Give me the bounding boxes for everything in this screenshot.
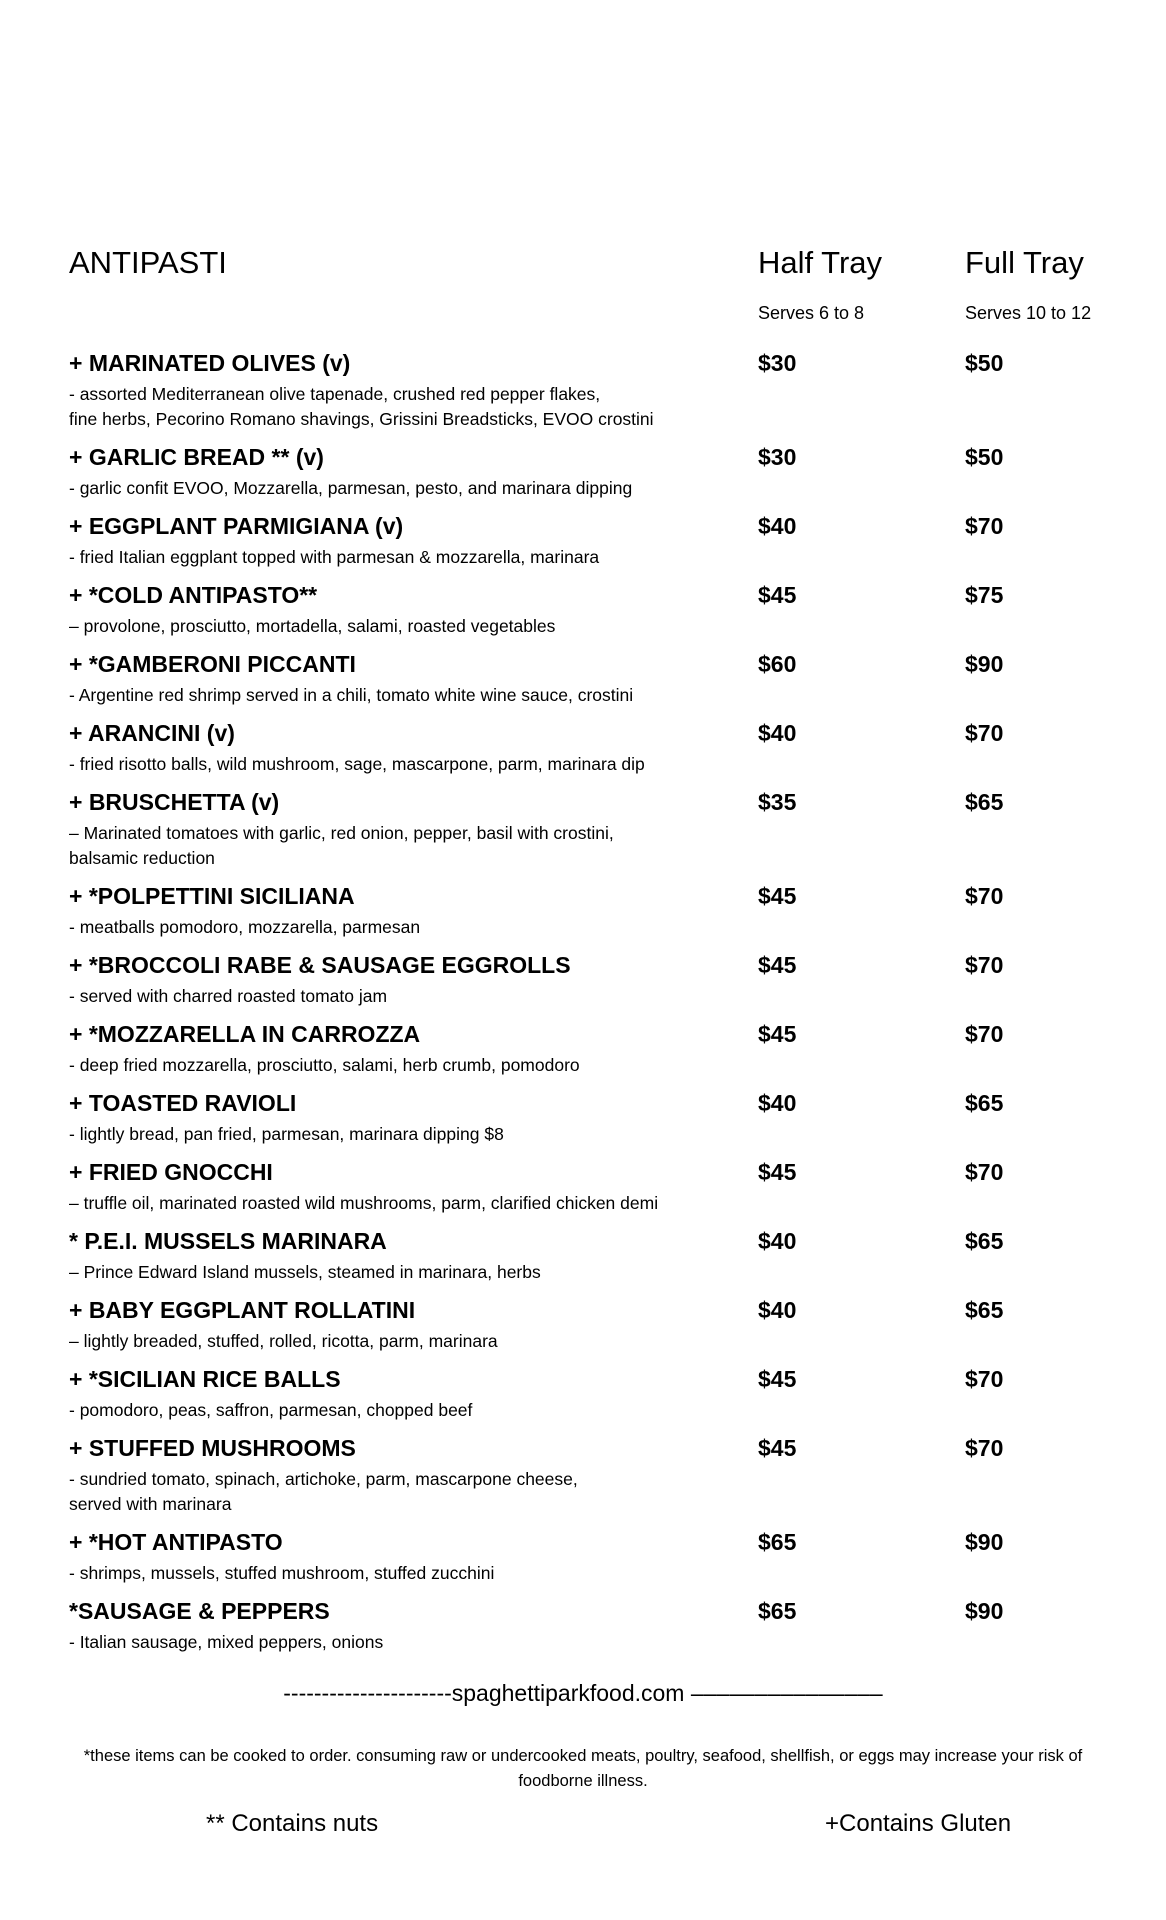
full-tray-price: $70 <box>965 1159 1004 1185</box>
menu-item-description: - fried risotto balls, wild mushroom, sage, mascarpone, parm, marinara dip <box>69 754 645 774</box>
menu-item-row <box>69 346 1129 382</box>
half-tray-price: $30 <box>758 350 797 376</box>
full-tray-price: $70 <box>965 952 1004 978</box>
full-tray-price: $65 <box>965 1297 1004 1323</box>
menu-item-name: + *GAMBERONI PICCANTI <box>69 651 356 677</box>
full-tray-price: $50 <box>965 444 1004 470</box>
menu-item-row <box>69 1362 1129 1398</box>
half-tray-price: $40 <box>758 720 797 746</box>
menu-item <box>69 647 1129 708</box>
menu-item-description: - pomodoro, peas, saffron, parmesan, chopped beef <box>69 1400 473 1420</box>
menu-item <box>69 1224 1129 1285</box>
website-line: ----------------------spaghettiparkfood.com ––––––––––––––– <box>283 1680 883 1706</box>
half-tray-price: $65 <box>758 1598 797 1624</box>
full-tray-price: $50 <box>965 350 1004 376</box>
menu-item <box>69 1362 1129 1423</box>
menu-item-row <box>69 1017 1129 1053</box>
full-tray-price: $90 <box>965 1529 1004 1555</box>
full-tray-price: $65 <box>965 1228 1004 1254</box>
menu-item-description: - Argentine red shrimp served in a chili, tomato white wine sauce, crostini <box>69 685 634 705</box>
half-tray-price: $35 <box>758 789 797 815</box>
menu-item-name: + STUFFED MUSHROOMS <box>69 1435 356 1461</box>
menu-item <box>69 578 1129 639</box>
menu-item-name: *SAUSAGE & PEPPERS <box>69 1598 330 1624</box>
menu-item-description: - shrimps, mussels, stuffed mushroom, stuffed zucchini <box>69 1563 495 1583</box>
menu-item-name: + BRUSCHETTA (v) <box>69 789 280 815</box>
menu-item-description: – Prince Edward Island mussels, steamed in marinara, herbs <box>69 1262 541 1282</box>
menu-item <box>69 1293 1129 1354</box>
menu-item-row <box>69 1155 1129 1191</box>
half-tray-price: $40 <box>758 513 797 539</box>
full-tray-price: $70 <box>965 1021 1004 1047</box>
menu-item-description: - deep fried mozzarella, prosciutto, salami, herb crumb, pomodoro <box>69 1055 580 1075</box>
half-tray-header: Half Tray <box>758 245 883 280</box>
menu-item-row <box>69 879 1129 915</box>
half-tray-price: $40 <box>758 1297 797 1323</box>
menu-item-name: + FRIED GNOCCHI <box>69 1159 273 1185</box>
menu-item <box>69 1431 1129 1517</box>
half-tray-price: $65 <box>758 1529 797 1555</box>
full-tray-price: $70 <box>965 1435 1004 1461</box>
menu-item-name: + *MOZZARELLA IN CARROZZA <box>69 1021 421 1047</box>
menu-item-row <box>69 647 1129 683</box>
menu-item-row <box>69 440 1129 476</box>
menu-item <box>69 346 1129 432</box>
menu-item-name: + *POLPETTINI SICILIANA <box>69 883 355 909</box>
menu-item-name: + EGGPLANT PARMIGIANA (v) <box>69 513 404 539</box>
menu-item-description: – Marinated tomatoes with garlic, red onion, pepper, basil with crostini, balsamic reduction <box>69 823 614 868</box>
menu-item-row <box>69 509 1129 545</box>
half-tray-price: $45 <box>758 883 797 909</box>
full-tray-price: $90 <box>965 1598 1004 1624</box>
menu-item-name: + *SICILIAN RICE BALLS <box>69 1366 341 1392</box>
menu-item <box>69 1155 1129 1216</box>
menu-item <box>69 1594 1129 1655</box>
menu-item-name: * P.E.I. MUSSELS MARINARA <box>69 1228 387 1254</box>
menu-item-description: - garlic confit EVOO, Mozzarella, parmesan, pesto, and marinara dipping <box>69 478 633 498</box>
full-tray-price: $70 <box>965 720 1004 746</box>
menu-item <box>69 716 1129 777</box>
menu-item-row <box>69 1431 1129 1467</box>
menu-item-name: + GARLIC BREAD ** (v) <box>69 444 324 470</box>
section-title: ANTIPASTI <box>69 245 227 280</box>
menu-item <box>69 879 1129 940</box>
full-tray-price: $90 <box>965 651 1004 677</box>
foodborne-disclaimer: *these items can be cooked to order. consuming raw or undercooked meats, poultry, seafood, shellfish, or eggs may increase your risk of foodborne illness. <box>83 1747 1083 1790</box>
menu-item-name: + MARINATED OLIVES (v) <box>69 350 351 376</box>
full-tray-price: $75 <box>965 582 1004 608</box>
half-tray-price: $60 <box>758 651 797 677</box>
menu-item-row <box>69 1086 1129 1122</box>
menu-item-name: + *COLD ANTIPASTO** <box>69 582 318 608</box>
half-tray-price: $45 <box>758 1159 797 1185</box>
menu-item-description: – truffle oil, marinated roasted wild mushrooms, parm, clarified chicken demi <box>69 1193 659 1213</box>
menu-item-description: – provolone, prosciutto, mortadella, salami, roasted vegetables <box>69 616 556 636</box>
full-tray-price: $70 <box>965 883 1004 909</box>
half-tray-price: $45 <box>758 952 797 978</box>
menu-item-name: + *BROCCOLI RABE & SAUSAGE EGGROLLS <box>69 952 571 978</box>
full-tray-price: $65 <box>965 1090 1004 1116</box>
menu-item-description: - fried Italian eggplant topped with parmesan & mozzarella, marinara <box>69 547 600 567</box>
half-tray-price: $45 <box>758 1435 797 1461</box>
menu-item-row <box>69 1525 1129 1561</box>
menu-item-name: + TOASTED RAVIOLI <box>69 1090 297 1116</box>
full-tray-serves: Serves 10 to 12 <box>965 303 1092 323</box>
legend-contains-gluten: +Contains Gluten <box>825 1810 1012 1837</box>
menu-item <box>69 1017 1129 1078</box>
menu-item-name: + ARANCINI (v) <box>69 720 235 746</box>
legend-contains-nuts: ** Contains nuts <box>206 1810 379 1837</box>
full-tray-price: $70 <box>965 513 1004 539</box>
menu-item <box>69 1086 1129 1147</box>
half-tray-price: $40 <box>758 1228 797 1254</box>
half-tray-price: $45 <box>758 1366 797 1392</box>
half-tray-price: $40 <box>758 1090 797 1116</box>
menu-item <box>69 1525 1129 1586</box>
menu-item-row <box>69 948 1129 984</box>
menu-item-name: + BABY EGGPLANT ROLLATINI <box>69 1297 416 1323</box>
menu-item <box>69 785 1129 871</box>
half-tray-price: $45 <box>758 582 797 608</box>
menu-item-row <box>69 785 1129 821</box>
half-tray-price: $30 <box>758 444 797 470</box>
full-tray-price: $65 <box>965 789 1004 815</box>
half-tray-serves: Serves 6 to 8 <box>758 303 865 323</box>
half-tray-price: $45 <box>758 1021 797 1047</box>
menu-item <box>69 948 1129 1009</box>
menu-item-description: - meatballs pomodoro, mozzarella, parmesan <box>69 917 421 937</box>
menu-items-list <box>69 346 1129 1663</box>
menu-item <box>69 509 1129 570</box>
menu-item-description: - sundried tomato, spinach, artichoke, parm, mascarpone cheese, served with marinara <box>69 1469 578 1514</box>
menu-item-description: - assorted Mediterranean olive tapenade, crushed red pepper flakes, fine herbs, Pecorino Romano shavings, Grissini Breadsticks, EVOO crostini <box>69 384 654 429</box>
menu-item-row <box>69 716 1129 752</box>
menu-item-row <box>69 578 1129 614</box>
menu-item-description: – lightly breaded, stuffed, rolled, ricotta, parm, marinara <box>69 1331 498 1351</box>
menu-item <box>69 440 1129 501</box>
menu-item-description: - served with charred roasted tomato jam <box>69 986 388 1006</box>
full-tray-header: Full Tray <box>965 245 1084 280</box>
menu-item-row <box>69 1224 1129 1260</box>
menu-item-row <box>69 1293 1129 1329</box>
menu-item-description: - lightly bread, pan fried, parmesan, marinara dipping $8 <box>69 1124 504 1144</box>
menu-item-name: + *HOT ANTIPASTO <box>69 1529 283 1555</box>
full-tray-price: $70 <box>965 1366 1004 1392</box>
menu-item-description: - Italian sausage, mixed peppers, onions <box>69 1632 384 1652</box>
menu-item-row <box>69 1594 1129 1630</box>
